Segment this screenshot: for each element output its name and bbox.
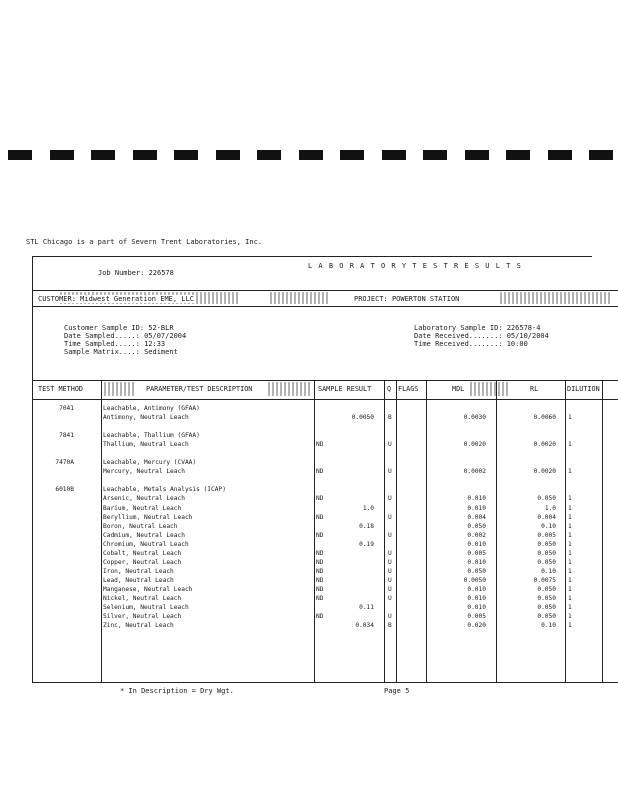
nd-cell (316, 413, 332, 422)
frame-left (32, 256, 33, 682)
nd-cell: ND (316, 495, 324, 503)
parameter-cell: Barium, Neutral Leach (103, 504, 182, 512)
frame-bottom (32, 682, 618, 683)
nd-cell (316, 404, 332, 413)
parameter-cell: Leachable, Thallium (GFAA) (103, 432, 200, 440)
q-column (388, 404, 396, 630)
parameter-cell: Selenium, Neutral Leach (103, 604, 189, 612)
method-column (40, 404, 74, 630)
col-divider (426, 380, 427, 682)
nd-cell (316, 621, 332, 630)
rl-cell: 0.050 (537, 604, 556, 612)
parameter-cell: Arsenic, Neutral Leach (103, 495, 185, 503)
test-method-cell: 7841 (59, 432, 74, 440)
banner-dash (133, 150, 157, 160)
test-method-cell (40, 522, 74, 531)
rl-cell: 0.0020 (533, 441, 556, 449)
customer-name: Midwest Generation EME, LLC (80, 295, 194, 303)
test-method-cell (40, 449, 74, 458)
mdl-cell: 0.050 (467, 522, 486, 530)
q-flag-cell: U (388, 531, 392, 539)
q-flag-cell (388, 603, 396, 612)
customer-label: CUSTOMER: (38, 295, 76, 303)
dilution-cell: 1 (568, 441, 572, 449)
parameter-cell: Manganese, Neutral Leach (103, 585, 193, 593)
parameter-cell: Nickel, Neutral Leach (103, 594, 182, 602)
dilution-cell (568, 449, 588, 458)
banner-dash (548, 150, 572, 160)
q-flag-cell (388, 485, 396, 494)
mdl-cell (440, 476, 486, 485)
rl-cell: 0.0075 (533, 576, 556, 584)
dilution-cell: 1 (568, 594, 572, 602)
lab-sample-id: Laboratory Sample ID: 226578-4 (414, 324, 541, 332)
mdl-cell: 0.0050 (463, 576, 486, 584)
parameter-cell: Thallium, Neutral Leach (103, 441, 189, 449)
parameter-cell: Copper, Neutral Leach (103, 558, 182, 566)
test-method-cell (40, 549, 74, 558)
rl-cell: 0.0060 (533, 414, 556, 422)
job-number: 226578 (148, 269, 174, 277)
nd-cell: ND (316, 613, 324, 621)
sample-result-cell (334, 485, 374, 494)
rl-cell: 0.050 (537, 594, 556, 602)
banner-dash (257, 150, 281, 160)
test-method-cell (40, 440, 74, 449)
mdl-cell: 0.004 (467, 513, 486, 521)
col-divider (384, 380, 385, 682)
sample-result-cell (334, 576, 374, 585)
sample-result-cell: 0.11 (359, 604, 374, 612)
sample-result-cell: 0.034 (355, 622, 374, 630)
sample-result-cell (334, 585, 374, 594)
sample-result-cell (334, 494, 374, 503)
q-flag-cell (388, 422, 396, 431)
dilution-cell: 1 (568, 558, 572, 566)
q-flag-cell: U (388, 549, 392, 557)
nd-cell (316, 603, 332, 612)
col-divider (101, 380, 102, 682)
sample-result-cell (334, 531, 374, 540)
dilution-cell (568, 485, 588, 494)
mdl-cell: 0.0020 (463, 441, 486, 449)
rl-cell (510, 485, 556, 494)
q-flag-cell: B (388, 414, 392, 422)
scan-noise (470, 382, 510, 396)
col-parameter: PARAMETER/TEST DESCRIPTION (146, 385, 253, 393)
parameter-cell (103, 422, 311, 431)
test-method-cell (40, 558, 74, 567)
dilution-cell: 1 (568, 567, 572, 575)
col-divider (602, 380, 603, 682)
mdl-cell: 0.0030 (463, 414, 486, 422)
parameter-cell: Chromium, Neutral Leach (103, 540, 189, 548)
sample-result-cell (334, 440, 374, 449)
dilution-cell: 1 (568, 622, 572, 630)
dilution-cell (568, 422, 588, 431)
result-column (334, 404, 374, 630)
nd-cell (316, 422, 332, 431)
sample-result-cell: 0.19 (359, 540, 374, 548)
customer-band-bottom (32, 306, 618, 307)
test-method-cell (40, 467, 74, 476)
banner-dash (340, 150, 364, 160)
q-flag-cell (388, 540, 396, 549)
customer-band-top (32, 290, 618, 291)
nd-cell (316, 522, 332, 531)
sample-info-left (64, 324, 186, 356)
nd-cell: ND (316, 585, 324, 593)
test-method-cell (40, 476, 74, 485)
dilution-cell: 1 (568, 495, 572, 503)
parameter-cell: Cobalt, Neutral Leach (103, 549, 182, 557)
job-number-row (98, 269, 174, 277)
nd-cell: ND (316, 468, 324, 476)
parameter-cell: Leachable, Metals Analysis (ICAP) (103, 486, 226, 494)
sample-result-cell (334, 513, 374, 522)
mdl-cell: 0.050 (467, 567, 486, 575)
test-method-cell (40, 612, 74, 621)
test-method-cell: 6010B (55, 486, 74, 494)
page-number: Page 5 (384, 687, 410, 695)
q-flag-cell: U (388, 468, 392, 476)
scan-noise (268, 382, 310, 396)
customer-row (38, 295, 194, 303)
test-method-cell (40, 531, 74, 540)
banner-dash (91, 150, 115, 160)
project-label: PROJECT: (354, 295, 388, 303)
mdl-cell (440, 485, 486, 494)
dilution-cell: 1 (568, 576, 572, 584)
banner-dash (216, 150, 240, 160)
banner-dash (423, 150, 447, 160)
mdl-cell: 0.005 (467, 549, 486, 557)
mdl-cell: 0.010 (467, 585, 486, 593)
time-received: Time Received.......: 10:00 (414, 340, 528, 348)
rl-cell: 0.050 (537, 495, 556, 503)
dilution-cell: 1 (568, 504, 572, 512)
sample-result-cell (334, 467, 374, 476)
q-flag-cell: U (388, 576, 392, 584)
rl-cell: 0.0020 (533, 468, 556, 476)
mdl-cell (440, 458, 486, 467)
sample-matrix: Sample Matrix....: Sediment (64, 348, 178, 356)
rl-cell: 0.10 (541, 567, 556, 575)
test-method-cell (40, 594, 74, 603)
test-method-cell: 7041 (59, 405, 74, 412)
rl-column (510, 404, 556, 630)
mdl-cell: 0.010 (467, 594, 486, 602)
banner-dash (299, 150, 323, 160)
q-flag-cell (388, 404, 396, 413)
sample-result-cell: 0.18 (359, 522, 374, 530)
dilution-cell: 1 (568, 540, 572, 548)
rl-cell: 0.050 (537, 613, 556, 621)
parameter-cell: Iron, Neutral Leach (103, 567, 174, 575)
col-q: Q (387, 385, 392, 393)
q-flag-cell: U (388, 513, 392, 521)
nd-cell: ND (316, 594, 324, 602)
test-method-cell (40, 585, 74, 594)
mdl-cell: 0.010 (467, 495, 486, 503)
table-header-top (32, 380, 618, 381)
mdl-cell: 0.010 (467, 604, 486, 612)
col-test-method: TEST METHOD (38, 385, 84, 393)
scan-noise (270, 292, 330, 304)
customer-sample-id: Customer Sample ID: 52-BLR (64, 324, 174, 332)
mdl-cell (440, 404, 486, 413)
nd-cell: ND (316, 567, 324, 575)
parameter-cell: Antimony, Neutral Leach (103, 414, 189, 422)
parameter-cell: Leachable, Mercury (CVAA) (103, 459, 197, 467)
nd-cell (316, 431, 332, 440)
test-method-cell (40, 540, 74, 549)
mdl-cell: 0.010 (467, 504, 486, 512)
job-number-label: Job Number: (98, 269, 145, 277)
q-flag-cell: B (388, 622, 392, 630)
rl-cell: 0.10 (541, 622, 556, 630)
sample-result-cell (334, 612, 374, 621)
rl-cell: 0.10 (541, 522, 556, 530)
mdl-cell: 0.010 (467, 558, 486, 566)
test-method-cell (40, 567, 74, 576)
mdl-cell: 0.005 (467, 613, 486, 621)
sample-result-cell (334, 431, 374, 440)
q-flag-cell: U (388, 594, 392, 602)
nd-cell (316, 458, 332, 467)
test-method-cell (40, 413, 74, 422)
sample-result-cell (334, 404, 374, 413)
rl-cell (510, 404, 556, 413)
mdl-cell (440, 422, 486, 431)
mdl-cell: 0.020 (467, 622, 486, 630)
q-flag-cell (388, 458, 396, 467)
sample-info-right (414, 324, 549, 348)
q-flag-cell (388, 522, 396, 531)
nd-cell (316, 504, 332, 513)
sample-result-cell (334, 458, 374, 467)
rl-cell (510, 431, 556, 440)
date-received: Date Received.......: 05/10/2004 (414, 332, 549, 340)
rl-cell: 0.050 (537, 549, 556, 557)
parameter-cell: Mercury, Neutral Leach (103, 468, 185, 476)
dilution-cell: 1 (568, 613, 572, 621)
scan-noise (500, 292, 610, 304)
sample-result-cell: 0.0050 (351, 414, 374, 422)
sample-result-cell (334, 549, 374, 558)
table-header-bottom (32, 399, 618, 400)
parameter-cell: Leachable, Antimony (GFAA) (103, 405, 200, 412)
nd-cell (316, 449, 332, 458)
sample-result-cell (334, 558, 374, 567)
footnote: * In Description = Dry Wgt. (120, 687, 234, 695)
col-sample-result: SAMPLE RESULT (318, 385, 372, 393)
rl-cell: 0.050 (537, 585, 556, 593)
dilution-cell: 1 (568, 549, 572, 557)
q-flag-cell (388, 476, 396, 485)
col-divider (496, 380, 497, 682)
parameter-cell: Lead, Neutral Leach (103, 576, 174, 584)
banner-dash (506, 150, 530, 160)
dilution-cell (568, 476, 588, 485)
nd-column (316, 404, 332, 630)
test-method-cell (40, 494, 74, 503)
dilution-cell: 1 (568, 522, 572, 530)
nd-cell: ND (316, 576, 324, 584)
time-sampled: Time Sampled.....: 12:33 (64, 340, 166, 348)
sample-result-cell: 1.0 (362, 504, 374, 512)
company-note: STL Chicago is a part of Severn Trent Laboratories, Inc. (26, 238, 263, 246)
dilution-column (568, 404, 588, 630)
test-method-cell (40, 504, 74, 513)
banner-dash (382, 150, 406, 160)
sample-result-cell (334, 476, 374, 485)
test-method-cell (40, 422, 74, 431)
rl-cell (510, 458, 556, 467)
parameter-cell (103, 476, 311, 485)
parameter-cell: Zinc, Neutral Leach (103, 622, 174, 630)
col-dilution: DILUTION (567, 385, 600, 393)
parameter-cell: Beryllium, Neutral Leach (103, 513, 193, 521)
rl-cell (510, 449, 556, 458)
nd-cell (316, 476, 332, 485)
q-flag-cell (388, 431, 396, 440)
col-flags: FLAGS (398, 385, 419, 393)
dilution-cell (568, 458, 588, 467)
q-flag-cell: U (388, 558, 392, 566)
parameter-cell (103, 449, 311, 458)
parameter-cell: Cadmium, Neutral Leach (103, 531, 185, 539)
nd-cell: ND (316, 549, 324, 557)
col-rl: RL (530, 385, 539, 393)
test-method-cell: 7470A (55, 459, 74, 467)
mdl-cell: 0.002 (467, 531, 486, 539)
col-divider (314, 380, 315, 682)
dilution-cell (568, 404, 588, 413)
dilution-cell: 1 (568, 585, 572, 593)
test-method-cell (40, 603, 74, 612)
mdl-cell: 0.0002 (463, 468, 486, 476)
test-method-cell (40, 621, 74, 630)
dilution-cell: 1 (568, 513, 572, 521)
report-title: L A B O R A T O R Y T E S T R E S U L T S (308, 262, 522, 270)
mdl-column (440, 404, 486, 630)
mdl-cell: 0.010 (467, 540, 486, 548)
sample-result-cell (334, 422, 374, 431)
q-flag-cell: U (388, 441, 392, 449)
scan-noise (104, 382, 134, 396)
nd-cell: ND (316, 441, 324, 449)
q-flag-cell: U (388, 495, 392, 503)
test-method-cell (40, 576, 74, 585)
mdl-cell (440, 449, 486, 458)
sample-result-cell (334, 594, 374, 603)
parameter-cell: Silver, Neutral Leach (103, 613, 182, 621)
banner-dash (589, 150, 613, 160)
rl-cell (510, 476, 556, 485)
sample-result-cell (334, 449, 374, 458)
q-flag-cell (388, 449, 396, 458)
col-mdl: MDL (452, 385, 465, 393)
nd-cell (316, 485, 332, 494)
parameter-cell: Boron, Neutral Leach (103, 522, 178, 530)
banner-dashes (8, 150, 616, 162)
parameter-column (103, 404, 311, 630)
q-flag-cell: U (388, 585, 392, 593)
sample-result-cell (334, 567, 374, 576)
banner-dash (8, 150, 32, 160)
dilution-cell: 1 (568, 414, 572, 422)
date-sampled: Date Sampled.....: 05/07/2004 (64, 332, 187, 340)
q-flag-cell (388, 504, 396, 513)
rl-cell: 0.005 (537, 531, 556, 539)
col-divider (565, 380, 566, 682)
project-name: POWERTON STATION (391, 295, 460, 303)
nd-cell: ND (316, 513, 324, 521)
test-method-cell (40, 513, 74, 522)
banner-dash (174, 150, 198, 160)
rl-cell (510, 422, 556, 431)
rl-cell: 1.0 (544, 504, 556, 512)
dilution-cell (568, 431, 588, 440)
project-row (354, 295, 459, 303)
nd-cell: ND (316, 558, 324, 566)
q-flag-cell: U (388, 613, 392, 621)
dilution-cell: 1 (568, 531, 572, 539)
dilution-cell: 1 (568, 604, 572, 612)
rl-cell: 0.004 (537, 513, 556, 521)
nd-cell (316, 540, 332, 549)
rl-cell: 0.050 (537, 558, 556, 566)
banner-dash (50, 150, 74, 160)
frame-top (32, 256, 592, 257)
mdl-cell (440, 431, 486, 440)
q-flag-cell: U (388, 567, 392, 575)
banner-dash (465, 150, 489, 160)
rl-cell: 0.050 (537, 540, 556, 548)
nd-cell: ND (316, 531, 324, 539)
col-divider (396, 380, 397, 682)
dilution-cell: 1 (568, 468, 572, 476)
